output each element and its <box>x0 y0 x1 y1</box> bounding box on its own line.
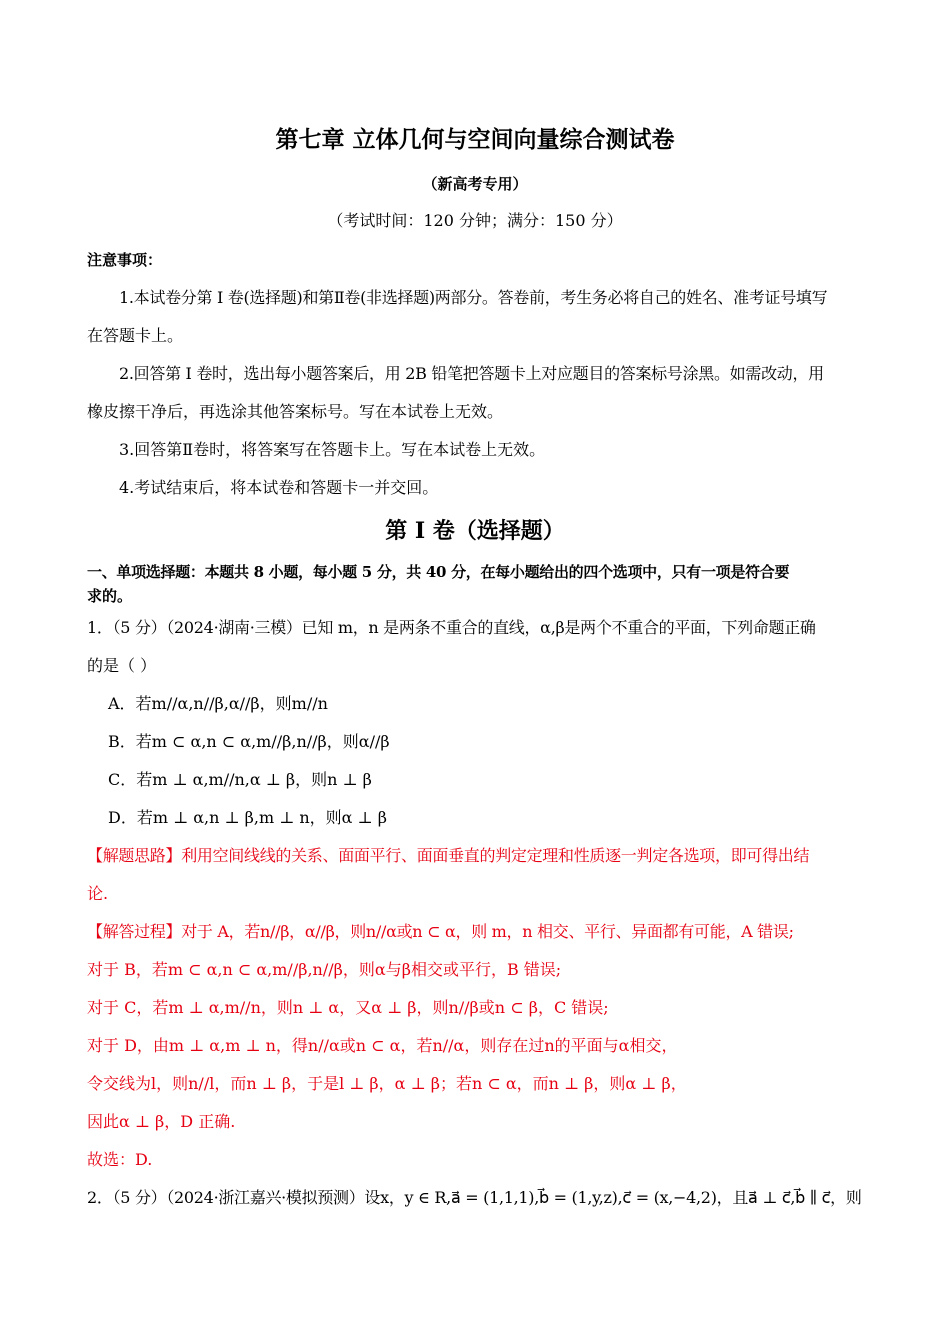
q1-process-line-3: 对于 C，若m ⊥ α,m//n，则n ⊥ α，又α ⊥ β，则n//β或n ⊂ β，C 错误; <box>87 998 609 1017</box>
q1-option-b: B．若m ⊂ α,n ⊂ α,m//β,n//β，则α//β <box>108 732 390 751</box>
note-1-line-1: 1.本试卷分第 I 卷(选择题)和第Ⅱ卷(非选择题)两部分。答卷前，考生务必将自己的姓名、准考证号填写 <box>119 288 828 307</box>
note-4: 4.考试结束后，将本试卷和答题卡一并交回。 <box>119 478 439 497</box>
q1-option-c: C．若m ⊥ α,m//n,α ⊥ β，则n ⊥ β <box>108 770 372 789</box>
q1-process-line-1: 【解答过程】对于 A，若n//β，α//β，则n//α或n ⊂ α，则 m，n 相交、平行、异面都有可能，A 错误; <box>87 922 794 941</box>
exam-info: （考试时间：120 分钟；满分：150 分） <box>327 211 623 230</box>
q1-option-d: D．若m ⊥ α,n ⊥ β,m ⊥ n，则α ⊥ β <box>108 808 387 827</box>
q1-process-line-5: 令交线为l，则n//l，而n ⊥ β，于是l ⊥ β，α ⊥ β；若n ⊂ α，而n ⊥ β，则α ⊥ β， <box>87 1074 687 1093</box>
note-1-line-2: 在答题卡上。 <box>87 326 184 345</box>
q1-stem-line-2: 的是（ ） <box>87 656 157 675</box>
q1-process-line-2: 对于 B，若m ⊂ α,n ⊂ α,m//β,n//β，则α与β相交或平行，B 错误; <box>87 960 562 979</box>
page-title: 第七章 立体几何与空间向量综合测试卷 <box>275 126 675 153</box>
section-instruction-line-2: 求的。 <box>87 587 133 605</box>
note-3: 3.回答第Ⅱ卷时，将答案写在答题卡上。写在本试卷上无效。 <box>119 440 546 459</box>
q1-stem-line-1: 1．（5 分）（2024·湖南·三模）已知 m，n 是两条不重合的直线，α,β是两个不重合的平面，下列命题正确 <box>87 618 816 637</box>
note-2-line-1: 2.回答第 I 卷时，选出每小题答案后，用 2B 铅笔把答题卡上对应题目的答案标号涂黑。如需改动，用 <box>119 364 824 383</box>
q2-stem-line-1: 2．（5 分）（2024·浙江嘉兴·模拟预测）设x，y ∈ R,a⃗ = (1,1,1),b⃗ = (1,y,z),c⃗ = (x,−4,2)，且a⃗ ⊥ c⃗,b⃗ ∥ c⃗，则 <box>87 1188 862 1207</box>
page-subtitle: （新高考专用） <box>422 175 528 193</box>
section-title: 第 I 卷（选择题） <box>385 518 565 544</box>
notes-heading: 注意事项： <box>87 251 163 269</box>
q1-option-a: A．若m//α,n//β,α//β，则m//n <box>108 694 328 713</box>
section-instruction-line-1: 一、单项选择题：本题共 8 小题，每小题 5 分，共 40 分，在每小题给出的四个选项中，只有一项是符合要 <box>87 563 790 581</box>
q1-solution-idea-line-2: 论. <box>87 884 109 903</box>
q1-solution-idea-line-1: 【解题思路】利用空间线线的关系、面面平行、面面垂直的判定定理和性质逐一判定各选项，即可得出结 <box>87 846 810 865</box>
q1-process-line-4: 对于 D，由m ⊥ α,m ⊥ n，得n//α或n ⊂ α，若n//α，则存在过n的平面与α相交， <box>87 1036 678 1055</box>
note-2-line-2: 橡皮擦干净后，再选涂其他答案标号。写在本试卷上无效。 <box>87 402 504 421</box>
q1-answer: 故选：D. <box>87 1150 153 1169</box>
q1-process-line-6: 因此α ⊥ β，D 正确. <box>87 1112 236 1131</box>
